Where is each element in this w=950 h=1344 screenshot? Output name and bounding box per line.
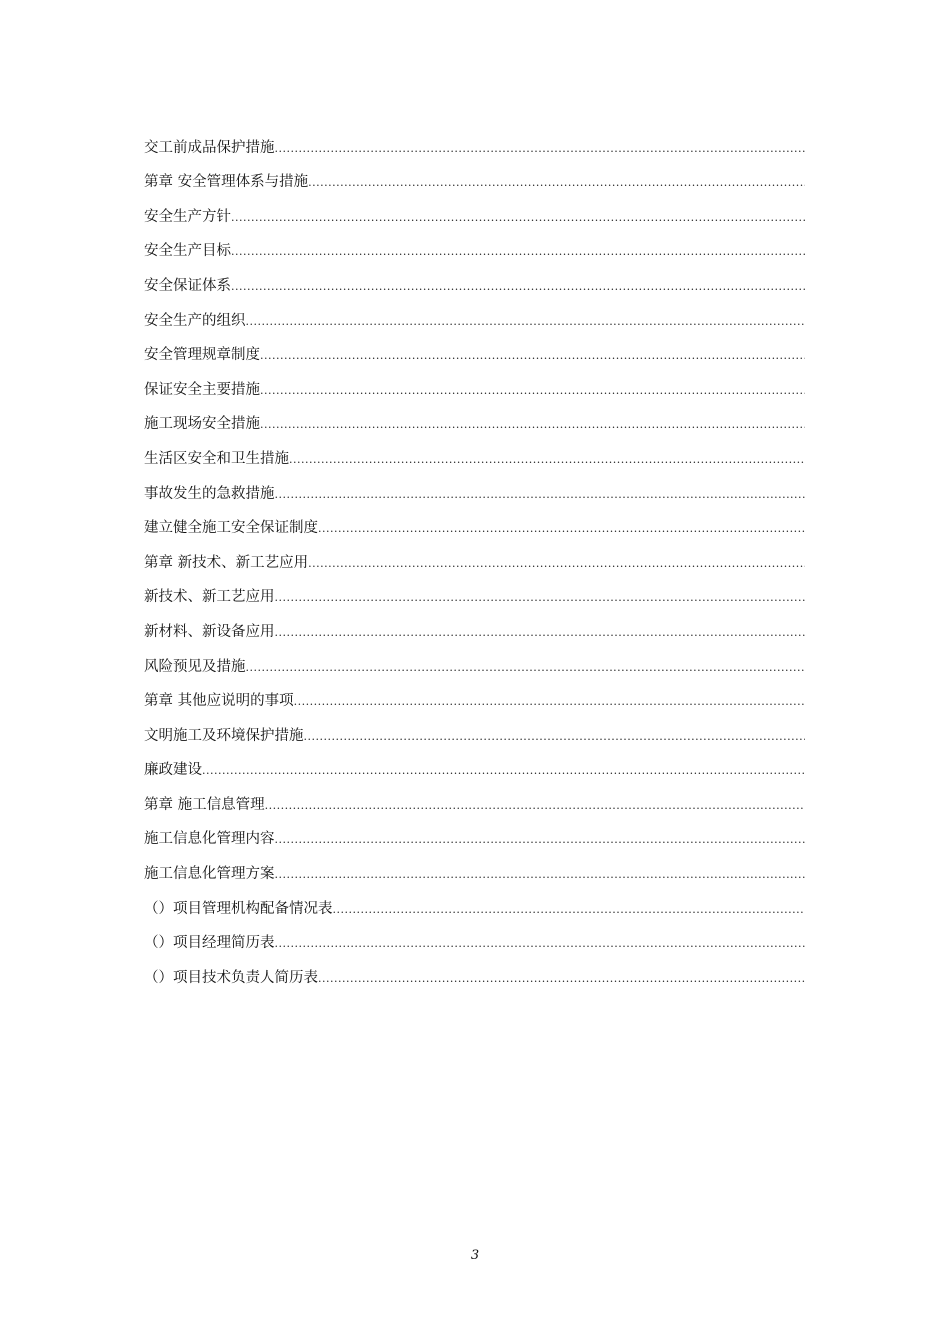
dot-leader xyxy=(308,557,805,572)
toc-entry[interactable] xyxy=(144,260,805,295)
dot-leader xyxy=(318,972,805,987)
dot-leader xyxy=(260,384,805,399)
dot-leader xyxy=(202,764,805,779)
dot-leader xyxy=(275,937,806,952)
toc-entry-label: 施工信息化管理内容 xyxy=(144,831,275,848)
dot-leader xyxy=(231,245,805,260)
toc-entry[interactable] xyxy=(144,745,805,780)
toc-entry[interactable] xyxy=(144,122,805,157)
toc-entry-label: 第章 新技术、新工艺应用 xyxy=(144,554,309,571)
toc-entry[interactable] xyxy=(144,779,805,814)
toc-entry-label: 第章 安全管理体系与措施 xyxy=(144,174,309,191)
toc-entry[interactable] xyxy=(144,848,805,883)
toc-entry-label: 安全生产目标 xyxy=(144,243,231,260)
dot-leader xyxy=(246,315,806,330)
dot-leader xyxy=(275,626,806,641)
toc-entry[interactable] xyxy=(144,814,805,849)
toc-entry-label: 廉政建设 xyxy=(144,762,202,779)
toc-entry-label: 安全保证体系 xyxy=(144,277,231,294)
toc-entry[interactable] xyxy=(144,606,805,641)
dot-leader xyxy=(260,349,805,364)
toc-entry-label: 安全管理规章制度 xyxy=(144,347,260,364)
toc-entry[interactable] xyxy=(144,883,805,918)
toc-entry[interactable] xyxy=(144,952,805,987)
toc-entry-label: 建立健全施工安全保证制度 xyxy=(144,520,318,537)
dot-leader xyxy=(333,903,806,918)
dot-leader xyxy=(304,730,806,745)
toc-entry-label: （）项目技术负责人简历表 xyxy=(144,969,318,986)
toc-entry[interactable] xyxy=(144,918,805,953)
toc-entry[interactable] xyxy=(144,226,805,261)
toc-entry-label: 新技术、新工艺应用 xyxy=(144,589,275,606)
toc-entry-label: 文明施工及环境保护措施 xyxy=(144,727,304,744)
page-number: 3 xyxy=(470,1248,480,1263)
dot-leader xyxy=(265,799,805,814)
toc-entry-label: 生活区安全和卫生措施 xyxy=(144,450,289,467)
toc-entry-label: 施工信息化管理方案 xyxy=(144,866,275,883)
toc-entry-label: 新材料、新设备应用 xyxy=(144,623,275,640)
toc-entry[interactable] xyxy=(144,157,805,192)
toc-entry[interactable] xyxy=(144,503,805,538)
dot-leader xyxy=(231,211,805,226)
dot-leader xyxy=(231,280,805,295)
toc-entry[interactable] xyxy=(144,433,805,468)
table-of-contents xyxy=(144,122,805,987)
dot-leader xyxy=(275,142,806,157)
toc-entry-label: （）项目经理简历表 xyxy=(144,935,275,952)
toc-entry-label: 第章 施工信息管理 xyxy=(144,796,265,813)
toc-entry[interactable] xyxy=(144,330,805,365)
dot-leader xyxy=(275,868,806,883)
toc-entry[interactable] xyxy=(144,468,805,503)
toc-entry[interactable] xyxy=(144,295,805,330)
toc-entry[interactable] xyxy=(144,537,805,572)
toc-entry-label: 第章 其他应说明的事项 xyxy=(144,693,294,710)
dot-leader xyxy=(275,488,806,503)
dot-leader xyxy=(275,591,806,606)
toc-entry[interactable] xyxy=(144,641,805,676)
toc-entry[interactable] xyxy=(144,399,805,434)
dot-leader xyxy=(294,695,805,710)
toc-entry[interactable] xyxy=(144,191,805,226)
toc-entry[interactable] xyxy=(144,710,805,745)
toc-entry[interactable] xyxy=(144,572,805,607)
dot-leader xyxy=(246,661,806,676)
toc-entry-label: 安全生产方针 xyxy=(144,208,231,225)
dot-leader xyxy=(308,176,805,191)
dot-leader xyxy=(275,833,806,848)
toc-entry-label: 风险预见及措施 xyxy=(144,658,246,675)
toc-entry-label: 安全生产的组织 xyxy=(144,312,246,329)
dot-leader xyxy=(289,453,805,468)
toc-entry[interactable] xyxy=(144,364,805,399)
toc-entry[interactable] xyxy=(144,676,805,711)
dot-leader xyxy=(318,522,805,537)
dot-leader xyxy=(260,418,805,433)
toc-entry-label: 保证安全主要措施 xyxy=(144,381,260,398)
toc-entry-label: 交工前成品保护措施 xyxy=(144,139,275,156)
toc-entry-label: 事故发生的急救措施 xyxy=(144,485,275,502)
toc-entry-label: （）项目管理机构配备情况表 xyxy=(144,900,333,917)
toc-entry-label: 施工现场安全措施 xyxy=(144,416,260,433)
